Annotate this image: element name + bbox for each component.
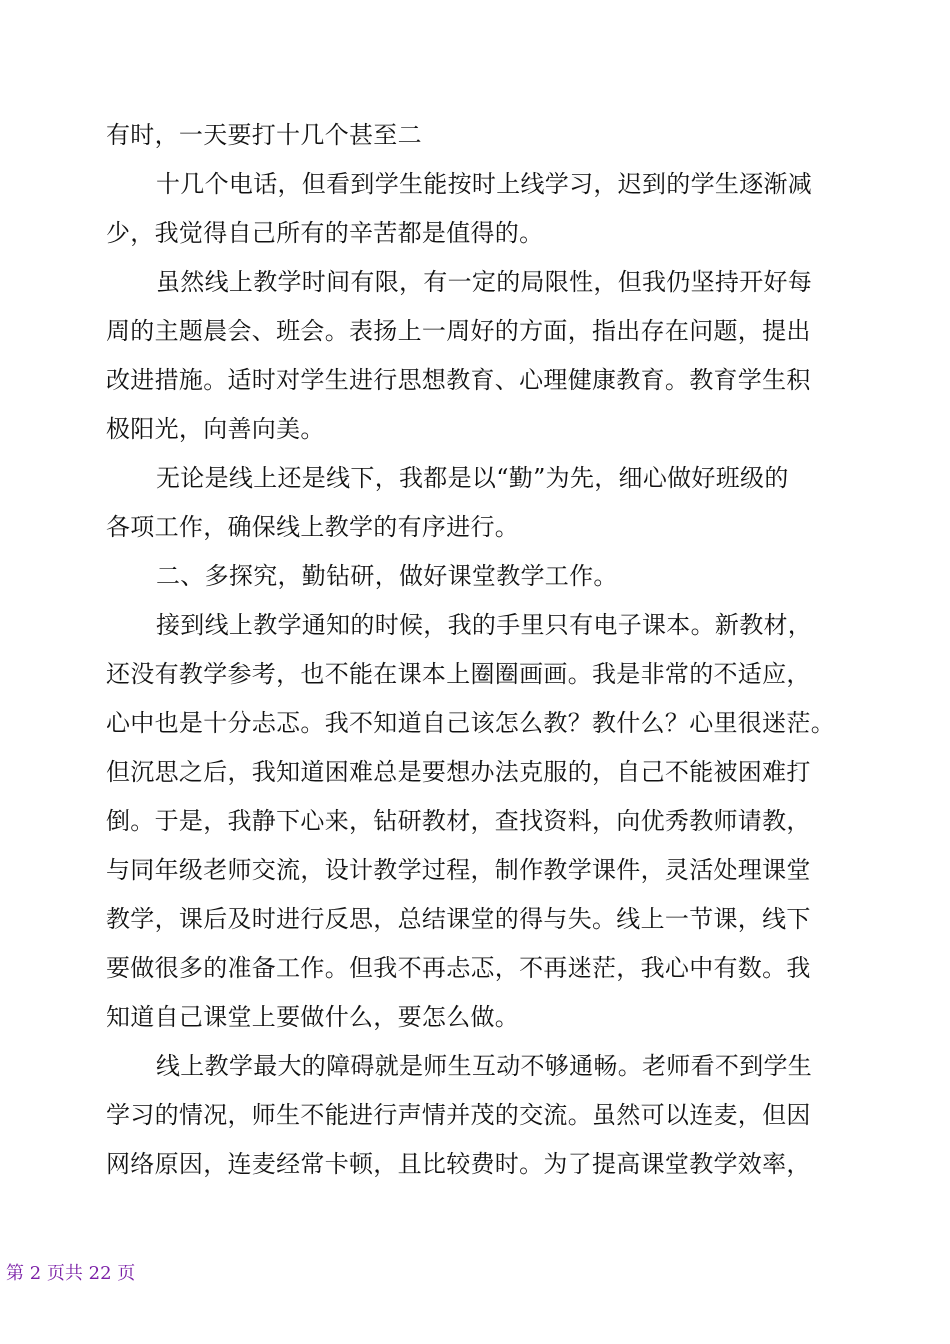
text-line: 还没有教学参考，也不能在课本上圈圈画画。我是非常的不适应， (106, 660, 811, 688)
text-line: 网络原因，连麦经常卡顿，且比较费时。为了提高课堂教学效率， (106, 1150, 811, 1178)
page-number-footer: 第 2 页共 22 页 (6, 1263, 136, 1284)
text-line: 线上教学最大的障碍就是师生互动不够通畅。老师看不到学生 (156, 1052, 813, 1080)
text-line: 极阳光，向善向美。 (106, 415, 325, 443)
text-line: 虽然线上教学时间有限，有一定的局限性，但我仍坚持开好每 (156, 268, 813, 296)
text-line: 知道自己课堂上要做什么，要怎么做。 (106, 1003, 520, 1031)
document-body (106, 111, 866, 1189)
section-heading: 二、多探究，勤钻研，做好课堂教学工作。 (156, 562, 618, 590)
text-line: 有时，一天要打十几个甚至二 (106, 121, 422, 149)
text-line: 接到线上教学通知的时候，我的手里只有电子课本。新教材， (156, 611, 813, 639)
text-line: 各项工作，确保线上教学的有序进行。 (106, 513, 520, 541)
text-line: 心中也是十分忐忑。我不知道自己该怎么教？教什么？心里很迷茫。 (106, 709, 835, 737)
text-line: 十几个电话，但看到学生能按时上线学习，迟到的学生逐渐减 (156, 170, 813, 198)
text-line: 教学，课后及时进行反思，总结课堂的得与失。线上一节课，线下 (106, 905, 811, 933)
text-line: 少，我觉得自己所有的辛苦都是值得的。 (106, 219, 544, 247)
text-line: 要做很多的准备工作。但我不再忐忑，不再迷茫，我心中有数。我 (106, 954, 811, 982)
text-line: 改进措施。适时对学生进行思想教育、心理健康教育。教育学生积 (106, 366, 811, 394)
text-line: 倒。于是，我静下心来，钻研教材，查找资料，向优秀教师请教， (106, 807, 811, 835)
text-line: 学习的情况，师生不能进行声情并茂的交流。虽然可以连麦，但因 (106, 1101, 811, 1129)
text-line: 与同年级老师交流，设计教学过程，制作教学课件，灵活处理课堂 (106, 856, 811, 884)
text-line: 但沉思之后，我知道困难总是要想办法克服的，自己不能被困难打 (106, 758, 811, 786)
text-line: 周的主题晨会、班会。表扬上一周好的方面，指出存在问题，提出 (106, 317, 811, 345)
text-line: 无论是线上还是线下，我都是以“勤”为先，细心做好班级的 (156, 464, 789, 492)
